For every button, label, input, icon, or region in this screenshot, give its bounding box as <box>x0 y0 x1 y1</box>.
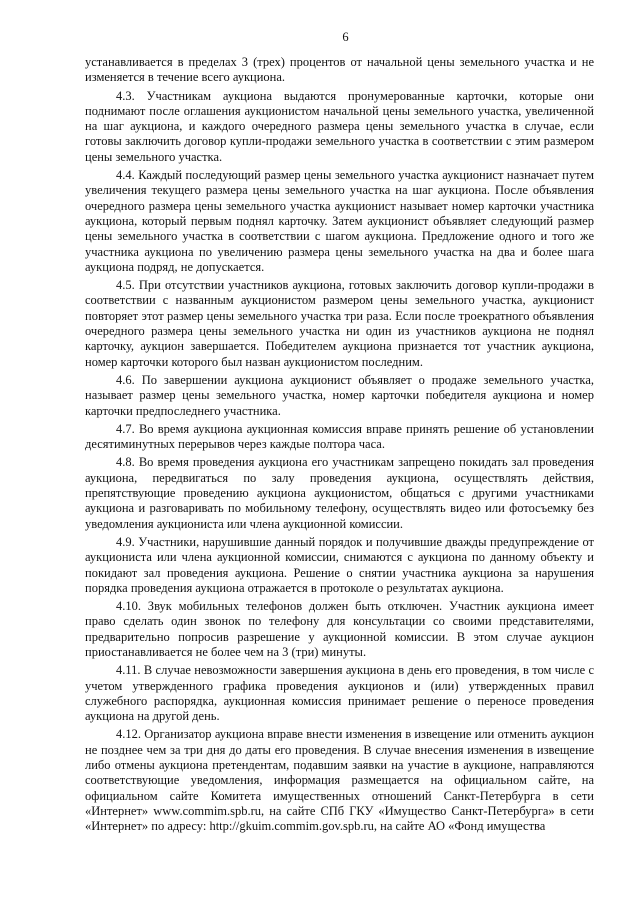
paragraph-4-3: 4.3. Участникам аукциона выдаются пронумерованные карточки, которые они поднимают после оглашения аукционистом начальной цены земельного участка, увеличенной на шаг аукциона, и каждого очередного размера цены земельного участка в случае, если готовы заключить договор купли-продажи земельного участка в соответствии с этим размером цены земельного участка. <box>85 88 594 164</box>
paragraph-4-9: 4.9. Участники, нарушившие данный порядок и получившие дважды предупреждение от аукциониста или члена аукционной комиссии, снимаются с аукциона по данному объекту и покидают зал проведения аукциона. Решение о снятии участника аукциона за нарушения порядка проведения аукциона отражается в протоколе о результатах аукциона. <box>85 534 594 595</box>
paragraph-4-12: 4.12. Организатор аукциона вправе внести изменения в извещение или отменить аукцион не позднее чем за три дня до даты его проведения. В случае внесения изменения в извещение либо отмены аукциона претендентам, подавшим заявки на участие в аукционе, направляются соответствующие уведомления, информация размещается на официальном сайте, на официальном сайте Комитета имущественных отношений Санкт-Петербурга в сети «Интернет» www.commim.spb.ru, на сайте СПб ГКУ «Имущество Санкт-Петербурга» в сети «Интернет» по адресу: http://gkuim.commim.gov.spb.ru, на сайте АО «Фонд имущества <box>85 727 594 834</box>
paragraph-4-2-continuation: устанавливается в пределах 3 (трех) процентов от начальной цены земельного участка и не изменяется в течение всего аукциона. <box>85 55 594 85</box>
paragraph-4-6: 4.6. По завершении аукциона аукционист объявляет о продаже земельного участка, называет размер цены земельного участка, номер карточки победителя аукциона и номер карточки предпоследнего участника. <box>85 372 594 418</box>
paragraph-4-10: 4.10. Звук мобильных телефонов должен быть отключен. Участник аукциона имеет право сделать один звонок по телефону для консультации со своими представителями, предварительно попросив разрешение у аукционной комиссии. В этом случае аукцион приостанавливается не более чем на 3 (три) минуты. <box>85 599 594 659</box>
paragraph-4-4: 4.4. Каждый последующий размер цены земельного участка аукционист назначает путем увеличения текущего размера цены земельного участка на шаг аукциона. После объявления очередного размера цены земельного участка аукционист называет номер карточки участника аукциона, который первым поднял карточку. Затем аукционист объявляет следующий размер цены земельного участка в соответствии с шагом аукциона. Предложение одного и того же участника аукциона по увеличению размера цены земельного участка на два и более шага аукциона подряд, не допускается. <box>85 168 594 274</box>
page-number: 6 <box>342 30 349 44</box>
paragraph-4-5: 4.5. При отсутствии участников аукциона, готовых заключить договор купли-продажи в соответствии с названным аукционистом размером цены земельного участка, аукционист повторяет этот размер цены земельного участка три раза. Если после троекратного объявления очередного размера цены земельного участка ни один из участников аукциона не поднял карточку, аукцион завершается. Победителем аукциона признается тот участник аукциона, номер карточки которого был назван аукционистом последним. <box>85 278 594 369</box>
paragraph-4-11: 4.11. В случае невозможности завершения аукциона в день его проведения, в том числе с учетом утвержденного графика проведения аукционов и (или) утвержденных правил служебного распорядка, аукционная комиссия принимает решение о переносе проведения аукциона на другой день. <box>85 663 594 724</box>
paragraph-4-8: 4.8. Во время проведения аукциона его участникам запрещено покидать зал проведения аукциона, передвигаться по залу проведения аукциона, осуществлять действия, препятствующие проведению аукциона аукционистом, общаться с другими участниками аукциона и разговаривать по мобильному телефону, осуществлять видео или фотосъемку без уведомления аукциониста или члена аукционной комиссии. <box>85 455 594 531</box>
paragraph-4-7: 4.7. Во время аукциона аукционная комиссия вправе принять решение об установлении десятиминутных перерывов через каждые полтора часа. <box>85 421 594 452</box>
